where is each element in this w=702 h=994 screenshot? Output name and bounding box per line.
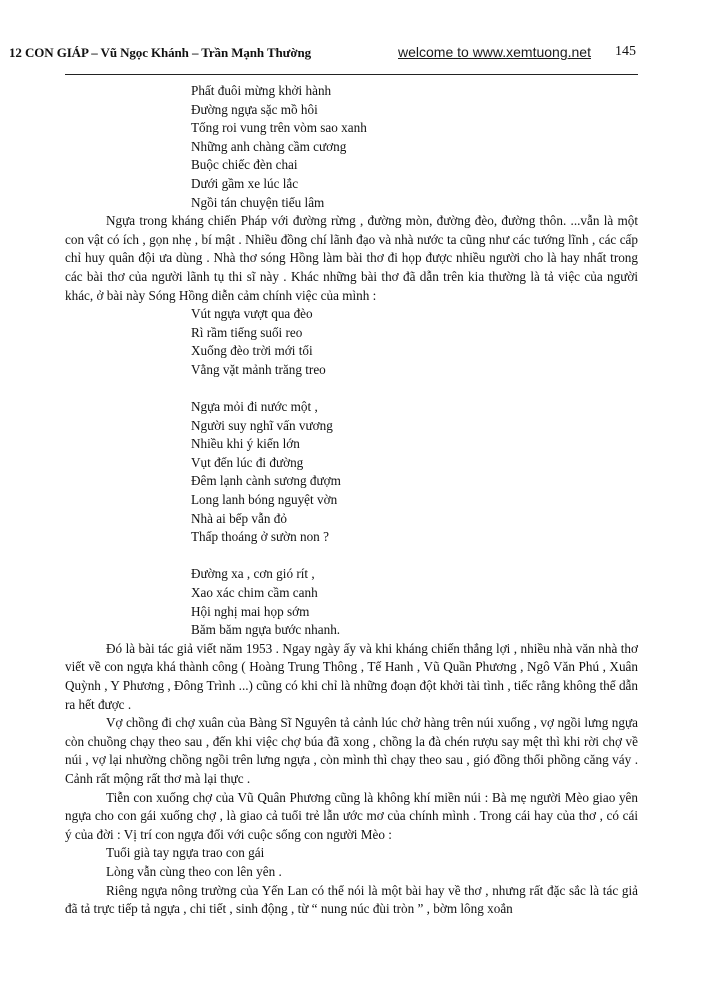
header-title: 12 CON GIÁP – Vũ Ngọc Khánh – Trần Mạnh Thường: [9, 45, 312, 60]
header-website-link[interactable]: welcome to www.xemtuong.net: [398, 44, 591, 60]
poem-line: Hội nghị mai họp sớm: [191, 603, 310, 619]
poem-line: Đường xa , cơn gió rít ,: [191, 566, 315, 582]
stanza-gap: [191, 380, 638, 399]
poem-di-hop: [65, 305, 638, 640]
poem-line: Người suy nghĩ vấn vương: [191, 417, 333, 433]
quote-line: Lòng vẫn cùng theo con lên yên .: [106, 863, 282, 879]
poem-line: Vằng vặt mảnh trăng treo: [191, 361, 326, 377]
poem-line: Dưới gầm xe lúc lắc: [191, 175, 299, 191]
poem-line: Thấp thoáng ở sườn non ?: [191, 529, 329, 545]
poem-line: Tống roi vung trên vòm sao xanh: [191, 120, 367, 136]
poem-line: Băm băm ngựa bước nhanh.: [191, 622, 341, 638]
poem-line: Ngồi tán chuyện tiếu lâm: [191, 194, 325, 210]
poem-line: Buộc chiếc đèn chai: [191, 157, 298, 173]
poem-line: Long lanh bóng nguyệt vờn: [191, 492, 338, 508]
paragraph-1: Ngựa trong kháng chiến Pháp với đường rừng , đường mòn, đường đèo, đường thôn. ...vẫn là một con vật có ích , gọn nhẹ , bí mật . Nhiều đồng chí lãnh đạo và nhà nước ta cũng như các tướng lĩnh , các cấp chỉ huy quân đội ưa dùng . Nhà thơ sóng Hồng làm bài thơ đi họp được nhiều người cho là hay nhất trong các bài thơ của người lãnh tụ thi sĩ này . Khác những bài thơ đã dẫn trên kia thường là tả việc của người khác, ở bài này Sóng Hồng diễn cảm chính việc của mình :: [65, 213, 638, 303]
page-body: [65, 82, 638, 919]
poem-line: Ngựa mỏi đi nước một ,: [191, 399, 318, 415]
poem-line: Vụt đến lúc đi đường: [191, 454, 304, 470]
poem-line: Xuống đèo trời mới tối: [191, 343, 313, 359]
paragraph-4: Tiễn con xuống chợ của Vũ Quân Phương cũng là không khí miền núi : Bà mẹ người Mèo giao yên ngựa cho con gái xuống chợ , là giao cả tuổi trẻ lẫn ước mơ của chính mình . Trong cái hay của thơ , có cái ý của đời : Vị trí con ngựa đối với cuộc sống con người Mèo :: [65, 789, 638, 842]
paragraph-3: Vợ chồng đi chợ xuân của Bàng Sĩ Nguyên tả cảnh lúc chở hàng trên núi xuống , vợ ngồi lưng ngựa còn chuồng chạy theo sau , đến khi việc chợ búa đã xong , chồng la đà chén rượu say mệt thì khi rời chợ về núi , vợ lại nhường chồng ngồi trên lưng ngựa , còn mình thì chạy theo sau , gió đồng thổi phồng căng váy . Cảnh rất mộng rất thơ mà lại thực .: [65, 715, 638, 786]
paragraph-2: Đó là bài tác giả viết năm 1953 . Ngay ngày ấy và khi kháng chiến thắng lợi , nhiều nhà văn nhà thơ viết về con ngựa khá thành công ( Hoàng Trung Thông , Tế Hanh , Vũ Quần Phương , Ngô Văn Phú , Xuân Quỳnh , Y Phương , Đông Trình ...) cũng có khi chỉ là những đoạn đột khởi tài tình , tiếc rằng không thể dẫn ra hết được .: [65, 640, 638, 712]
poem-line: Đường ngựa sặc mồ hôi: [191, 101, 318, 117]
poem-line: Vút ngựa vượt qua đèo: [191, 306, 313, 322]
poem-line: Rì rầm tiếng suối reo: [191, 324, 303, 340]
poem-line: Phất đuôi mừng khởi hành: [191, 83, 332, 98]
poem-line: Xao xác chim cầm canh: [191, 585, 318, 601]
header-divider: [65, 74, 638, 75]
poem-excerpt-1: [65, 82, 638, 212]
quoted-verse: [65, 844, 638, 881]
poem-line: Những anh chàng cầm cương: [191, 138, 347, 154]
poem-line: Đêm lạnh cành sương đượm: [191, 473, 341, 489]
poem-line: Nhà ai bếp vẫn đỏ: [191, 510, 287, 526]
poem-line: Nhiều khi ý kiến lớn: [191, 436, 300, 452]
stanza-gap: [191, 547, 638, 566]
page-number: 145: [615, 44, 636, 59]
quote-line: Tuổi già tay ngựa trao con gái: [106, 845, 265, 861]
paragraph-5: Riêng ngựa nông trường của Yến Lan có thể nói là một bài hay về thơ , nhưng rất đặc sắc là tác giả đã tả trực tiếp tả ngựa , chi tiết , sinh động , từ “ nung núc đùi tròn ” , bờm lông xoắn: [65, 882, 638, 917]
